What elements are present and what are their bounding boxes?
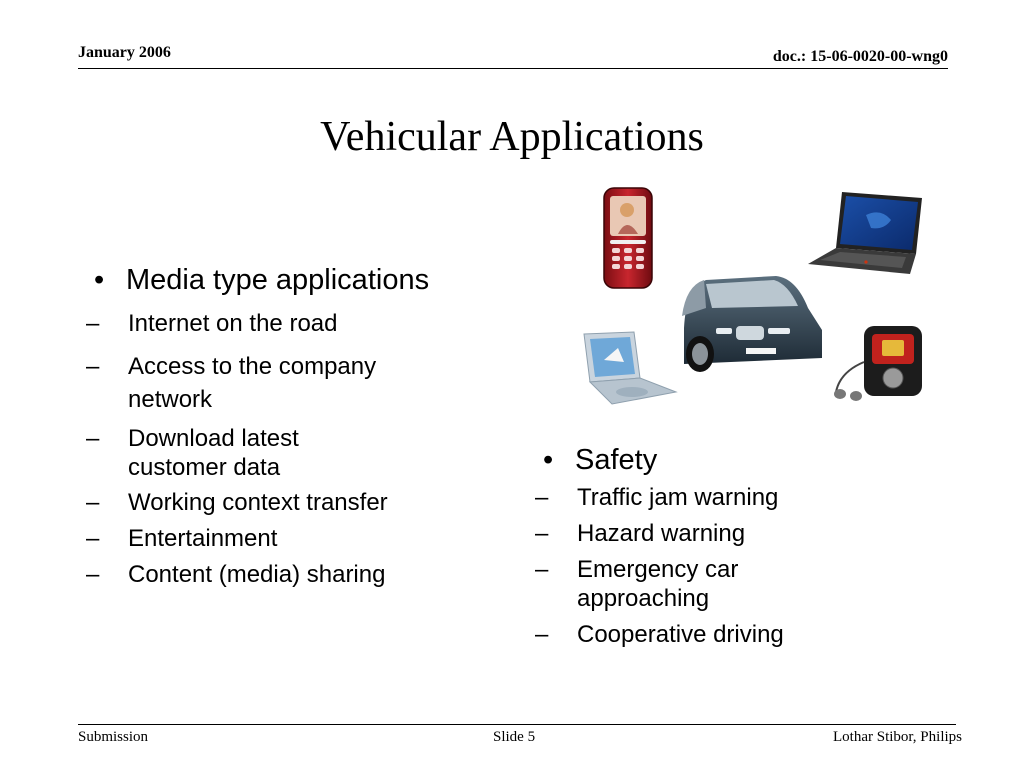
dash-symbol: – xyxy=(535,621,549,648)
sub-bullet-text: Download latest customer data xyxy=(128,425,299,481)
sub-bullet-text: Hazard warning xyxy=(577,520,746,547)
sub-bullet xyxy=(86,524,506,553)
portable-dvd-player-image xyxy=(582,330,678,406)
sub-bullet xyxy=(86,560,506,589)
dash-symbol: – xyxy=(86,525,100,552)
sub-bullet-text: Content (media) sharing xyxy=(128,561,386,588)
header-doc-number: doc.: 15-06-0020-00-wng0 xyxy=(772,48,948,65)
media-applications-list xyxy=(86,264,506,589)
sub-bullet xyxy=(86,488,506,517)
footer-submission: Submission xyxy=(78,729,149,745)
bullet-safety xyxy=(535,444,955,477)
dash-symbol: – xyxy=(86,561,100,588)
bullet-symbol: • xyxy=(543,444,554,476)
dash-symbol: – xyxy=(86,489,100,516)
slide-title: Vehicular Applications xyxy=(320,114,704,160)
sub-bullet-text: Internet on the road xyxy=(128,310,338,337)
header-divider xyxy=(78,68,948,69)
sub-bullet-text: Working context transfer xyxy=(128,489,388,516)
dash-symbol: – xyxy=(86,425,100,452)
sub-bullet xyxy=(535,620,955,649)
dash-symbol: – xyxy=(535,484,549,511)
sub-bullet-text: Traffic jam warning xyxy=(577,484,779,511)
sub-bullet xyxy=(86,350,428,416)
bullet-symbol: • xyxy=(94,264,105,296)
footer-divider xyxy=(78,724,956,725)
bullet-text: Media type applications xyxy=(126,264,430,296)
sub-bullet xyxy=(86,309,506,338)
sub-bullet xyxy=(535,483,955,512)
sub-bullet-text: Emergency car approaching xyxy=(577,556,739,612)
mobile-phone-image xyxy=(600,186,658,292)
sub-bullet-text: Access to the company network xyxy=(128,353,377,413)
sub-bullet xyxy=(535,519,955,548)
dash-symbol: – xyxy=(535,520,549,547)
dash-symbol: – xyxy=(535,556,549,583)
sub-bullet xyxy=(86,424,358,482)
footer-slide-number: Slide 5 xyxy=(493,729,536,745)
sub-bullet xyxy=(535,555,797,613)
footer-author: Lothar Stibor, Philips xyxy=(833,729,962,745)
safety-list xyxy=(535,444,955,649)
car-image xyxy=(676,268,824,380)
header-date: January 2006 xyxy=(78,44,171,61)
sub-bullet-text: Cooperative driving xyxy=(577,621,784,648)
bullet-text: Safety xyxy=(575,444,658,476)
bullet-media-type xyxy=(86,264,506,297)
dash-symbol: – xyxy=(86,353,100,380)
sub-bullet-text: Entertainment xyxy=(128,525,278,552)
dash-symbol: – xyxy=(86,310,100,337)
mp3-player-image xyxy=(830,322,926,404)
